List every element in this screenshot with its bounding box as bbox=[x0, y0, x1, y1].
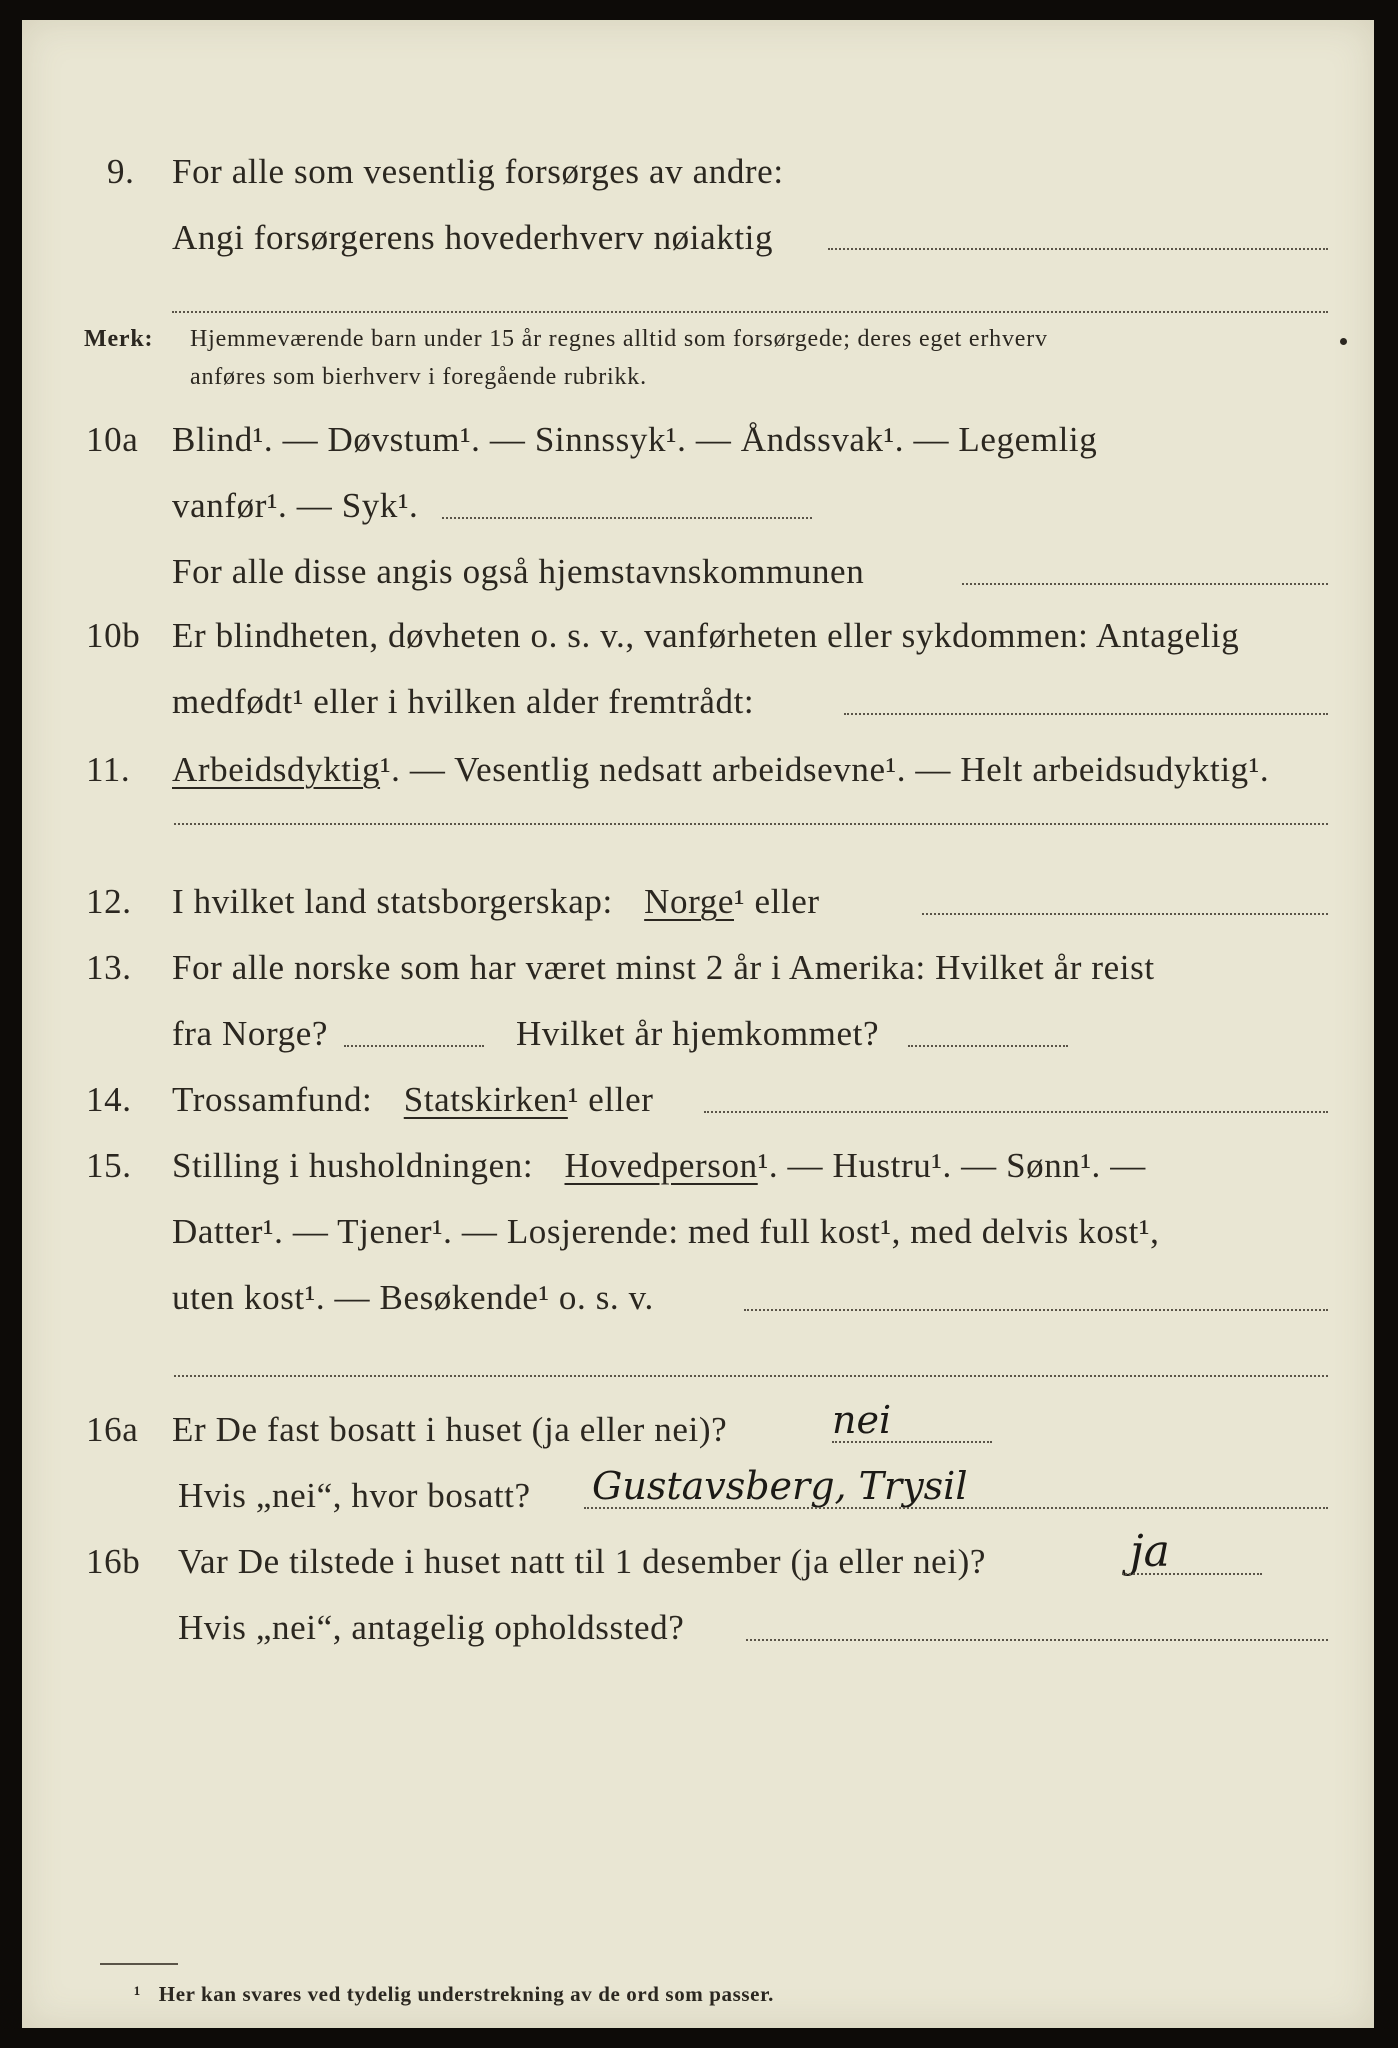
question-text-suffix: ¹ eller bbox=[567, 1080, 654, 1119]
question-number: 15. bbox=[86, 1146, 132, 1185]
question-number: 10a bbox=[86, 420, 139, 459]
answer-line-12 bbox=[922, 913, 1328, 915]
question-15-line-2: Datter¹. — Tjener¹. — Losjerende: med full kost¹, med delvis kost¹, bbox=[172, 1212, 1160, 1251]
answer-line-11 bbox=[174, 823, 1328, 825]
option-arbeidsdyktig-underlined: Arbeidsdyktig bbox=[172, 750, 381, 789]
answer-line-16b-opholdssted bbox=[746, 1639, 1328, 1641]
answer-line-10b bbox=[844, 713, 1328, 715]
option-statskirken-underlined: Statskirken bbox=[403, 1080, 568, 1119]
question-16b-line-2: Hvis „nei“, antagelig opholdssted? bbox=[178, 1608, 685, 1647]
question-number: 12. bbox=[86, 882, 132, 921]
question-text: Blind¹. — Døvstum¹. — Sinnssyk¹. — Åndssvak¹. — Legemlig bbox=[172, 420, 1098, 459]
answer-line-9-extra bbox=[172, 311, 1328, 313]
question-text: I hvilket land statsborgerskap: bbox=[172, 882, 613, 921]
question-13-line-2b: Hvilket år hjemkommet? bbox=[516, 1014, 880, 1053]
handwritten-answer-ja: ja bbox=[1130, 1526, 1170, 1577]
question-number: 9. bbox=[107, 152, 135, 191]
handwritten-answer-bosatt: Gustavsberg, Trysil bbox=[592, 1464, 968, 1508]
question-number: 10b bbox=[86, 616, 141, 655]
answer-line-15-extra bbox=[174, 1375, 1328, 1377]
question-10a-line-3: For alle disse angis også hjemstavnskommunen bbox=[172, 552, 865, 591]
question-text: For alle norske som har været minst 2 år i Amerika: Hvilket år reist bbox=[172, 948, 1155, 987]
answer-line-16a bbox=[832, 1441, 992, 1443]
question-16a-line-2: Hvis „nei“, hvor bosatt? bbox=[178, 1476, 531, 1515]
question-text: Trossamfund: bbox=[172, 1080, 373, 1119]
footnote bbox=[134, 1982, 774, 2007]
footnote-text: Her kan svares ved tydelig understrekning av de ord som passer. bbox=[158, 1982, 774, 2006]
answer-line-15 bbox=[744, 1309, 1328, 1311]
merk-label: Merk: bbox=[84, 326, 154, 352]
answer-line-16b bbox=[1122, 1573, 1262, 1575]
question-text: ¹. — Vesentlig nedsatt arbeidsevne¹. — Helt arbeidsudyktig¹. bbox=[380, 750, 1270, 789]
option-hovedperson-underlined: Hovedperson bbox=[564, 1146, 758, 1185]
answer-line-16a-bosatt bbox=[584, 1507, 1328, 1509]
question-number: 14. bbox=[86, 1080, 132, 1119]
question-9-line-2: Angi forsørgerens hovederhverv nøiaktig bbox=[172, 218, 774, 257]
answer-line-13-hjemkommet bbox=[908, 1045, 1068, 1047]
answer-line-9 bbox=[828, 248, 1328, 250]
census-form-page bbox=[22, 20, 1374, 2028]
answer-line-10a-kommune bbox=[962, 583, 1328, 585]
footnote-rule bbox=[100, 1963, 178, 1965]
answer-line-14 bbox=[704, 1111, 1328, 1113]
question-text: For alle som vesentlig forsørges av andre: bbox=[172, 152, 784, 191]
question-number: 16a bbox=[86, 1410, 139, 1449]
question-text-suffix: ¹ eller bbox=[734, 882, 820, 921]
footnote-mark: ¹ bbox=[134, 1982, 141, 2006]
question-text-continued: ¹. — Hustru¹. — Sønn¹. — bbox=[757, 1146, 1146, 1185]
option-norge-underlined: Norge bbox=[644, 882, 734, 921]
question-number: 11. bbox=[86, 750, 131, 789]
question-text: Stilling i husholdningen: bbox=[172, 1146, 534, 1185]
answer-line-10a bbox=[442, 517, 812, 519]
merk-line-2: anføres som bierhverv i foregående rubrikk. bbox=[190, 364, 647, 390]
question-15-line-3: uten kost¹. — Besøkende¹ o. s. v. bbox=[172, 1278, 654, 1317]
merk-line-1: Hjemmeværende barn under 15 år regnes alltid som forsørgede; deres eget erhverv bbox=[190, 326, 1048, 352]
question-text: Er blindheten, døvheten o. s. v., vanførheten eller sykdommen: Antagelig bbox=[172, 616, 1240, 655]
ink-spot bbox=[1340, 338, 1347, 345]
question-10a-line-2: vanfør¹. — Syk¹. bbox=[172, 486, 419, 525]
question-10b-line-2: medfødt¹ eller i hvilken alder fremtrådt: bbox=[172, 682, 755, 721]
answer-line-13-reist bbox=[344, 1045, 484, 1047]
question-text: Er De fast bosatt i huset (ja eller nei)? bbox=[172, 1410, 728, 1449]
question-number: 13. bbox=[86, 948, 132, 987]
question-13-line-2a: fra Norge? bbox=[172, 1014, 328, 1053]
question-number: 16b bbox=[86, 1542, 141, 1581]
question-text: Var De tilstede i huset natt til 1 desember (ja eller nei)? bbox=[178, 1542, 987, 1581]
handwritten-answer-nei: nei bbox=[832, 1398, 892, 1442]
